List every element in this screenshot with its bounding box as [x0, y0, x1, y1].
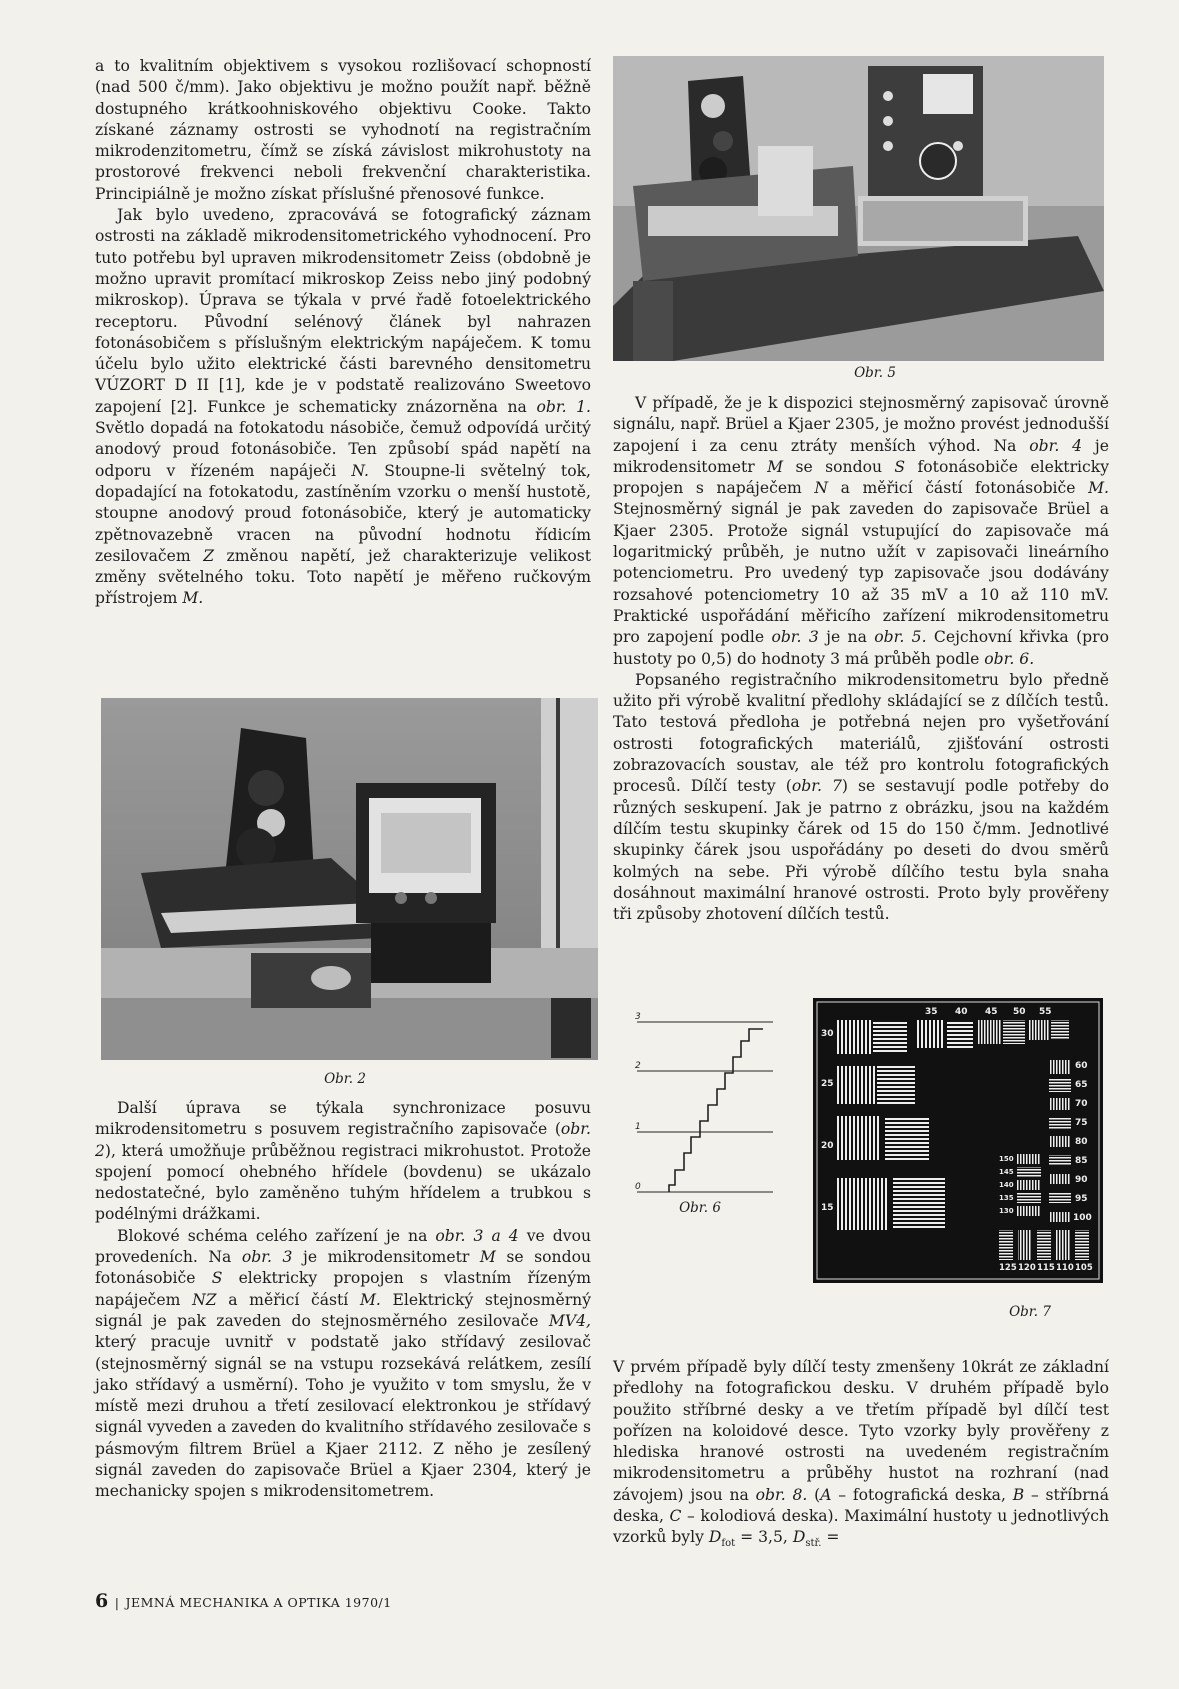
figure-caption: Obr. 5: [854, 365, 896, 381]
label-top: 50: [1013, 1007, 1026, 1017]
axis-label: 2: [635, 1061, 641, 1071]
figure-caption: Obr. 6: [679, 1200, 721, 1216]
footer-separator: |: [114, 1595, 120, 1610]
label-bottom: 120: [1018, 1263, 1036, 1273]
paragraph: V případě, že je k dispozici stejnosměrný zapisovač úrovně signálu, např. Brüel a Kjaer 2305, je možno provést jednodušší zapojení i za cenu ztráty menších výhod. Na obr. 4 je mikrodensitometr M se sondou S fotonásobiče elektricky propojen s napáječem N a měřicí částí fotonásobiče M. Stejnosměrný signál je pak zaveden do zapisovače Brüel a Kjaer 2305. Protože signál vstupující do zapisovače má logaritmický průběh, je nutno užít v zapisovači lineárního potenciometru. Pro uvedený typ zapisovače jsou dodávány rozsahové potenciometry 10 až 35 mV a 10 až 110 mV. Praktické uspořádání měřicího zařízení mikrodensitometru pro zapojení podle obr. 3 je na obr. 5. Cejchovní křivka (pro hustoty po 0,5) do hodnoty 3 má průběh podle obr. 6.: [613, 394, 1110, 668]
label-left: 25: [821, 1079, 834, 1089]
label-inner: 135: [999, 1194, 1014, 1202]
paragraph: Popsaného registračního mikrodensitometru bylo předně užito při výrobě kvalitní předlohy skládající se z dílčích testů. Tato testová předloha je potřebná nejen pro vyšetřování ostrosti fotografických materiálů, zjišťování ostrosti zobrazovacích soustav, ale též pro kontrolu fotografických procesů. Dílčí testy (obr. 7) se sestavují podle potřeby do různých seskupení. Jak je patrno z obrázku, jsou na každém dílčím testu skupinky čárek od 15 do 150 č/mm. Jednotlivé skupinky čárek jsou uspořádány po deseti do dvou směrů kolmých na sebe. Při výrobě dílčího testu byla snaha dosáhnout maximální hranové ostrosti. Proto byly prověřeny tři způsoby zhotovení dílčích testů.: [613, 670, 1109, 924]
label-top: 40: [955, 1007, 968, 1017]
page-number: 6: [95, 1590, 109, 1612]
label-right: 80: [1075, 1137, 1088, 1147]
label-right: 90: [1075, 1175, 1088, 1185]
label-top: 55: [1039, 1007, 1052, 1017]
label-left: 20: [821, 1141, 834, 1151]
label-bottom: 110: [1056, 1263, 1074, 1273]
photo-microdensitometer-recorder: [101, 698, 598, 1060]
paragraph: V prvém případě byly dílčí testy zmenšeny 10krát ze základní předlohy na fotografickou desku. V druhém případě bylo použito stříbrné desky a ve třetím případě byl dílčí test pořízen na koloidové desce. Tyto vzorky byly prověřeny z hlediska hranové ostrosti na uvedeném registračním mikrodensitometru a průběhy hustot na rozhraní (nad závojem) jsou na obr. 8. (A – fotografická deska, B – stříbrná deska, C – kolodiová deska). Maximální hustoty u jednotlivých vzorků byly $D_{fot} = 3,5$, $D_{stř.}$ =: [613, 1358, 1110, 1550]
paragraph: a to kvalitním objektivem s vysokou rozlišovací schopností (nad 500 č/mm). Jako objektivu je možno použít např. běžně dostupného krátkoohniskového objektivu Cooke. Takto získané záznamy ostrosti se vyhodnotí na registračním mikrodenzitometru, čímž se získá závislost mikrohustoty na prostorové frekvenci neboli frekvenční charakteristika. Principiálně je možno získat příslušné přenosové funkce.: [95, 57, 591, 203]
axis-label: 1: [635, 1122, 641, 1132]
axis-label: 3: [635, 1012, 641, 1022]
resolution-test-chart: [813, 998, 1103, 1283]
page-footer: [95, 1590, 392, 1612]
label-right: 60: [1075, 1061, 1088, 1071]
label-inner: 150: [999, 1155, 1014, 1163]
label-right: 95: [1075, 1194, 1088, 1204]
label-right: 75: [1075, 1118, 1088, 1128]
paragraph: Další úprava se týkala synchronizace posuvu mikrodensitometru s posuvem registračního zapisovače (obr. 2), která umožňuje průběžnou registraci mikrohustot. Protože spojení pomocí ohebného hřídele (bovdenu) se ukázalo nedostatečné, bylo zaměněno tuhým hřídelem a trubkou s podélnými drážkami.: [95, 1099, 591, 1224]
label-right: 85: [1075, 1156, 1088, 1166]
photo-measuring-setup: [613, 56, 1104, 361]
label-right: 100: [1073, 1213, 1092, 1223]
paragraph: Jak bylo uvedeno, zpracovává se fotografický záznam ostrosti na základě mikrodensitometrického vyhodnocení. Pro tuto potřebu byl upraven mikrodensitometr Zeiss (obdobně je možno upravit promítací mikroskop Zeiss nebo jiný podobný mikroskop). Úprava se týkala v prvé řadě fotoelektrického receptoru. Původní selénový článek byl nahrazen fotonásobičem s příslušným elektrickým napáječem. K tomu účelu bylo užito elektrické části barevného densitometru VÚZORT D II [1], kde je v podstatě realizováno Sweetovo zapojení [2]. Funkce je schematicky znázorněna na obr. 1. Světlo dopadá na fotokatodu násobiče, čemuž odpovídá určitý anodový proud fotonásobiče. Ten způsobí spád napětí na odporu v řízeném napáječi N. Stoupne-li světelný tok, dopadající na fotokatodu, zastíněním vzorku o menší hustotě, stoupne anodový proud fotonásobiče, který je automaticky zpětnovazebně vracen na původní hodnotu řídicím zesilovačem Z změnou napětí, jež charakterizuje velikost změny světelného toku. Toto napětí je měřeno ručkovým přístrojem M.: [95, 206, 591, 608]
calibration-curve-diagram: [625, 1005, 775, 1200]
paragraph: Blokové schéma celého zařízení je na obr. 3 a 4 ve dvou provedeních. Na obr. 3 je mikrodensitometr M se sondou fotonásobiče S elektricky propojen s vlastním řízeným napáječem NZ a měřicí částí M. Elektrický stejnosměrný signál je pak zaveden do stejnosměrného zesilovače MV4, který pracuje uvnitř v podstatě jako střídavý zesilovač (stejnosměrný signál se na vstupu rozsekává relátkem, zesílí jako střídavý a usměrní). Toho je využito v tom smyslu, že v místě mezi druhou a třetí zesilovací elektronkou je střídavý signál vyveden a zaveden do kvalitního střídavého zesilovače s pásmovým filtrem Brüel a Kjaer 2112. Z něho je zesílený signál zaveden do zapisovače Brüel a Kjaer 2304, který je mechanicky spojen s mikrodensitometrem.: [95, 1226, 592, 1501]
right-column-bottom: [613, 1357, 1109, 1555]
label-left: 15: [821, 1203, 834, 1213]
label-top: 35: [925, 1007, 938, 1017]
label-inner: 130: [999, 1207, 1014, 1215]
right-column-top: [613, 393, 1109, 925]
staircase-curve: [669, 1029, 763, 1192]
label-bottom: 105: [1075, 1263, 1093, 1273]
label-inner: 145: [999, 1168, 1014, 1176]
axis-label: 0: [635, 1182, 641, 1192]
label-bottom: 125: [999, 1263, 1017, 1273]
left-column-bottom: [95, 1098, 591, 1503]
label-bottom: 115: [1037, 1263, 1055, 1273]
label-left: 30: [821, 1029, 834, 1039]
figure-caption: Obr. 7: [1009, 1304, 1051, 1320]
label-inner: 140: [999, 1181, 1014, 1189]
journal-name: JEMNÁ MECHANIKA A OPTIKA 1970/1: [125, 1595, 392, 1610]
left-column-top: [95, 56, 591, 610]
label-top: 45: [985, 1007, 998, 1017]
label-right: 70: [1075, 1099, 1088, 1109]
label-right: 65: [1075, 1080, 1088, 1090]
figure-caption: Obr. 2: [324, 1071, 366, 1087]
